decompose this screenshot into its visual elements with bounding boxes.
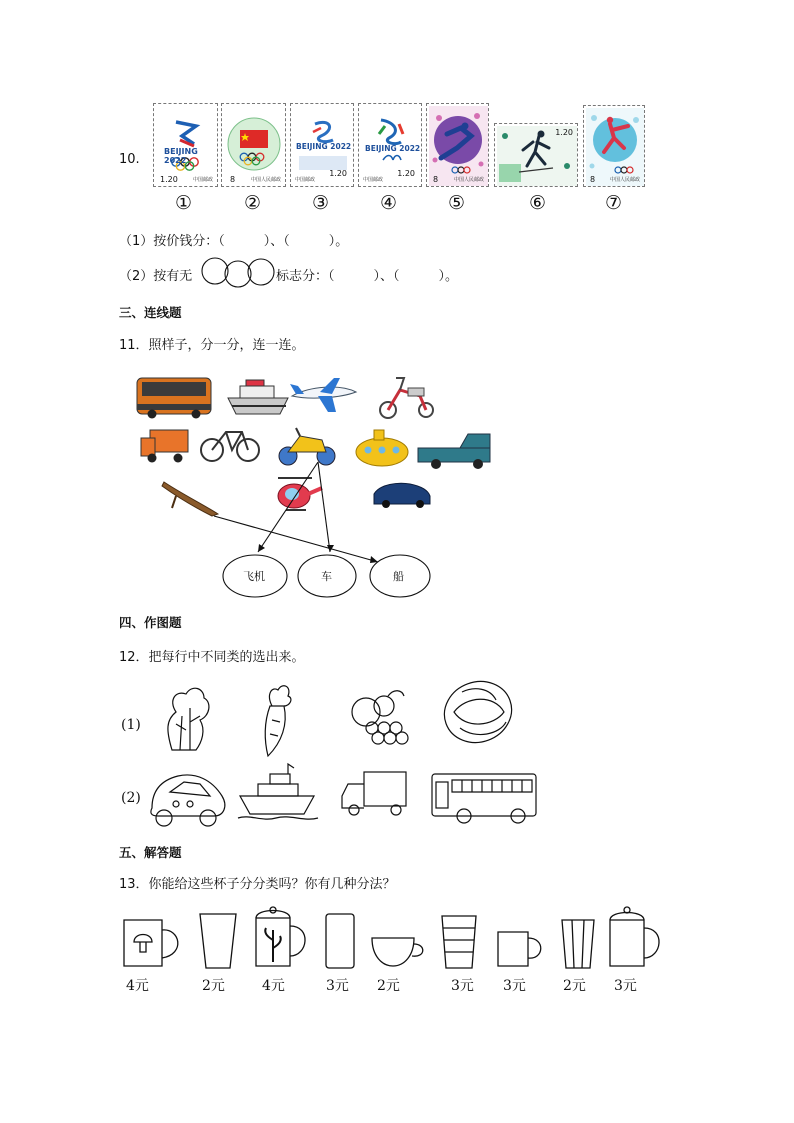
stamp-7-country: 中国人民邮政 bbox=[609, 177, 640, 183]
cup-2-price: 2元 bbox=[202, 978, 225, 994]
stamp-marker-6: ⑥ bbox=[529, 192, 547, 214]
section-5-heading: 五、解答题 bbox=[119, 845, 182, 860]
teacup-icon bbox=[372, 938, 423, 966]
stamp-1-text: BEIJING 2022 bbox=[164, 147, 198, 165]
question-10-part-2-prefix: （2）按有无 bbox=[119, 269, 193, 284]
stamp-marker-7: ⑦ bbox=[605, 192, 623, 214]
stamp-4-value: 1.20 bbox=[397, 169, 415, 178]
oval-label-airplane: 飞机 bbox=[243, 570, 265, 583]
stamp-3-text: BEIJING 2022 bbox=[296, 142, 352, 151]
oval-label-car: 车 bbox=[321, 570, 332, 583]
section-4-heading: 四、作图题 bbox=[119, 615, 182, 630]
stamp-marker-4: ④ bbox=[380, 192, 398, 214]
stamp-6-value: 1.20 bbox=[555, 128, 573, 137]
question-10-number: 10. bbox=[119, 152, 140, 167]
stamp-2-value: 8 bbox=[230, 175, 236, 184]
stamp-5-country: 中国人民邮政 bbox=[453, 177, 484, 183]
stamp-marker-5: ⑤ bbox=[448, 192, 466, 214]
question-10-part-1: （1）按价钱分：（ ）、（ ）。 bbox=[119, 234, 349, 249]
small-mug-icon bbox=[498, 932, 541, 966]
stamp-3-country: 中国邮政 bbox=[295, 177, 316, 183]
cup-7-price: 3元 bbox=[503, 978, 526, 994]
row-label-2: (2) bbox=[121, 790, 141, 806]
ribbed-glass-icon bbox=[442, 916, 476, 968]
cup-3-price: 4元 bbox=[262, 978, 285, 994]
stamp-5-value: 8 bbox=[433, 175, 439, 184]
question-12-text: 12．把每行中不同类的选出来。 bbox=[119, 650, 305, 665]
cup-8-price: 2元 bbox=[563, 978, 586, 994]
faceted-glass-icon bbox=[562, 920, 594, 968]
cup-5-price: 2元 bbox=[377, 978, 400, 994]
lidded-mug-icon bbox=[610, 907, 659, 966]
glass-cup-icon bbox=[200, 914, 236, 968]
section-3-heading: 三、连线题 bbox=[119, 305, 182, 320]
stamp-2-country: 中国人民邮政 bbox=[250, 177, 281, 183]
stamp-4-text: BEIJING 2022 bbox=[365, 144, 421, 153]
cup-4-price: 3元 bbox=[326, 978, 349, 994]
stamp-4-country: 中国邮政 bbox=[363, 177, 384, 183]
stamp-marker-1: ① bbox=[175, 192, 193, 214]
cup-6-price: 3元 bbox=[451, 978, 474, 994]
stamp-1-value: 1.20 bbox=[160, 175, 178, 184]
lidded-plant-mug-icon bbox=[256, 907, 305, 966]
stamp-7-value: 8 bbox=[590, 175, 596, 184]
mushroom-mug-icon bbox=[124, 920, 178, 966]
tall-tumbler-icon bbox=[326, 914, 354, 968]
oval-label-ship: 船 bbox=[393, 570, 404, 583]
stamp-marker-2: ② bbox=[244, 192, 262, 214]
question-13-text: 13．你能给这些杯子分分类吗？你有几种分法？ bbox=[119, 877, 396, 892]
stamp-3-value: 1.20 bbox=[329, 169, 347, 178]
row-label-1: (1) bbox=[121, 717, 141, 733]
cup-1-price: 4元 bbox=[126, 978, 149, 994]
question-10-part-2-suffix: 标志分：（ ）、（ ）。 bbox=[276, 269, 459, 284]
stamp-marker-3: ③ bbox=[312, 192, 330, 214]
question-11-text: 11．照样子，分一分，连一连。 bbox=[119, 338, 305, 353]
cup-9-price: 3元 bbox=[614, 978, 637, 994]
stamp-1-country: 中国邮政 bbox=[192, 177, 213, 183]
